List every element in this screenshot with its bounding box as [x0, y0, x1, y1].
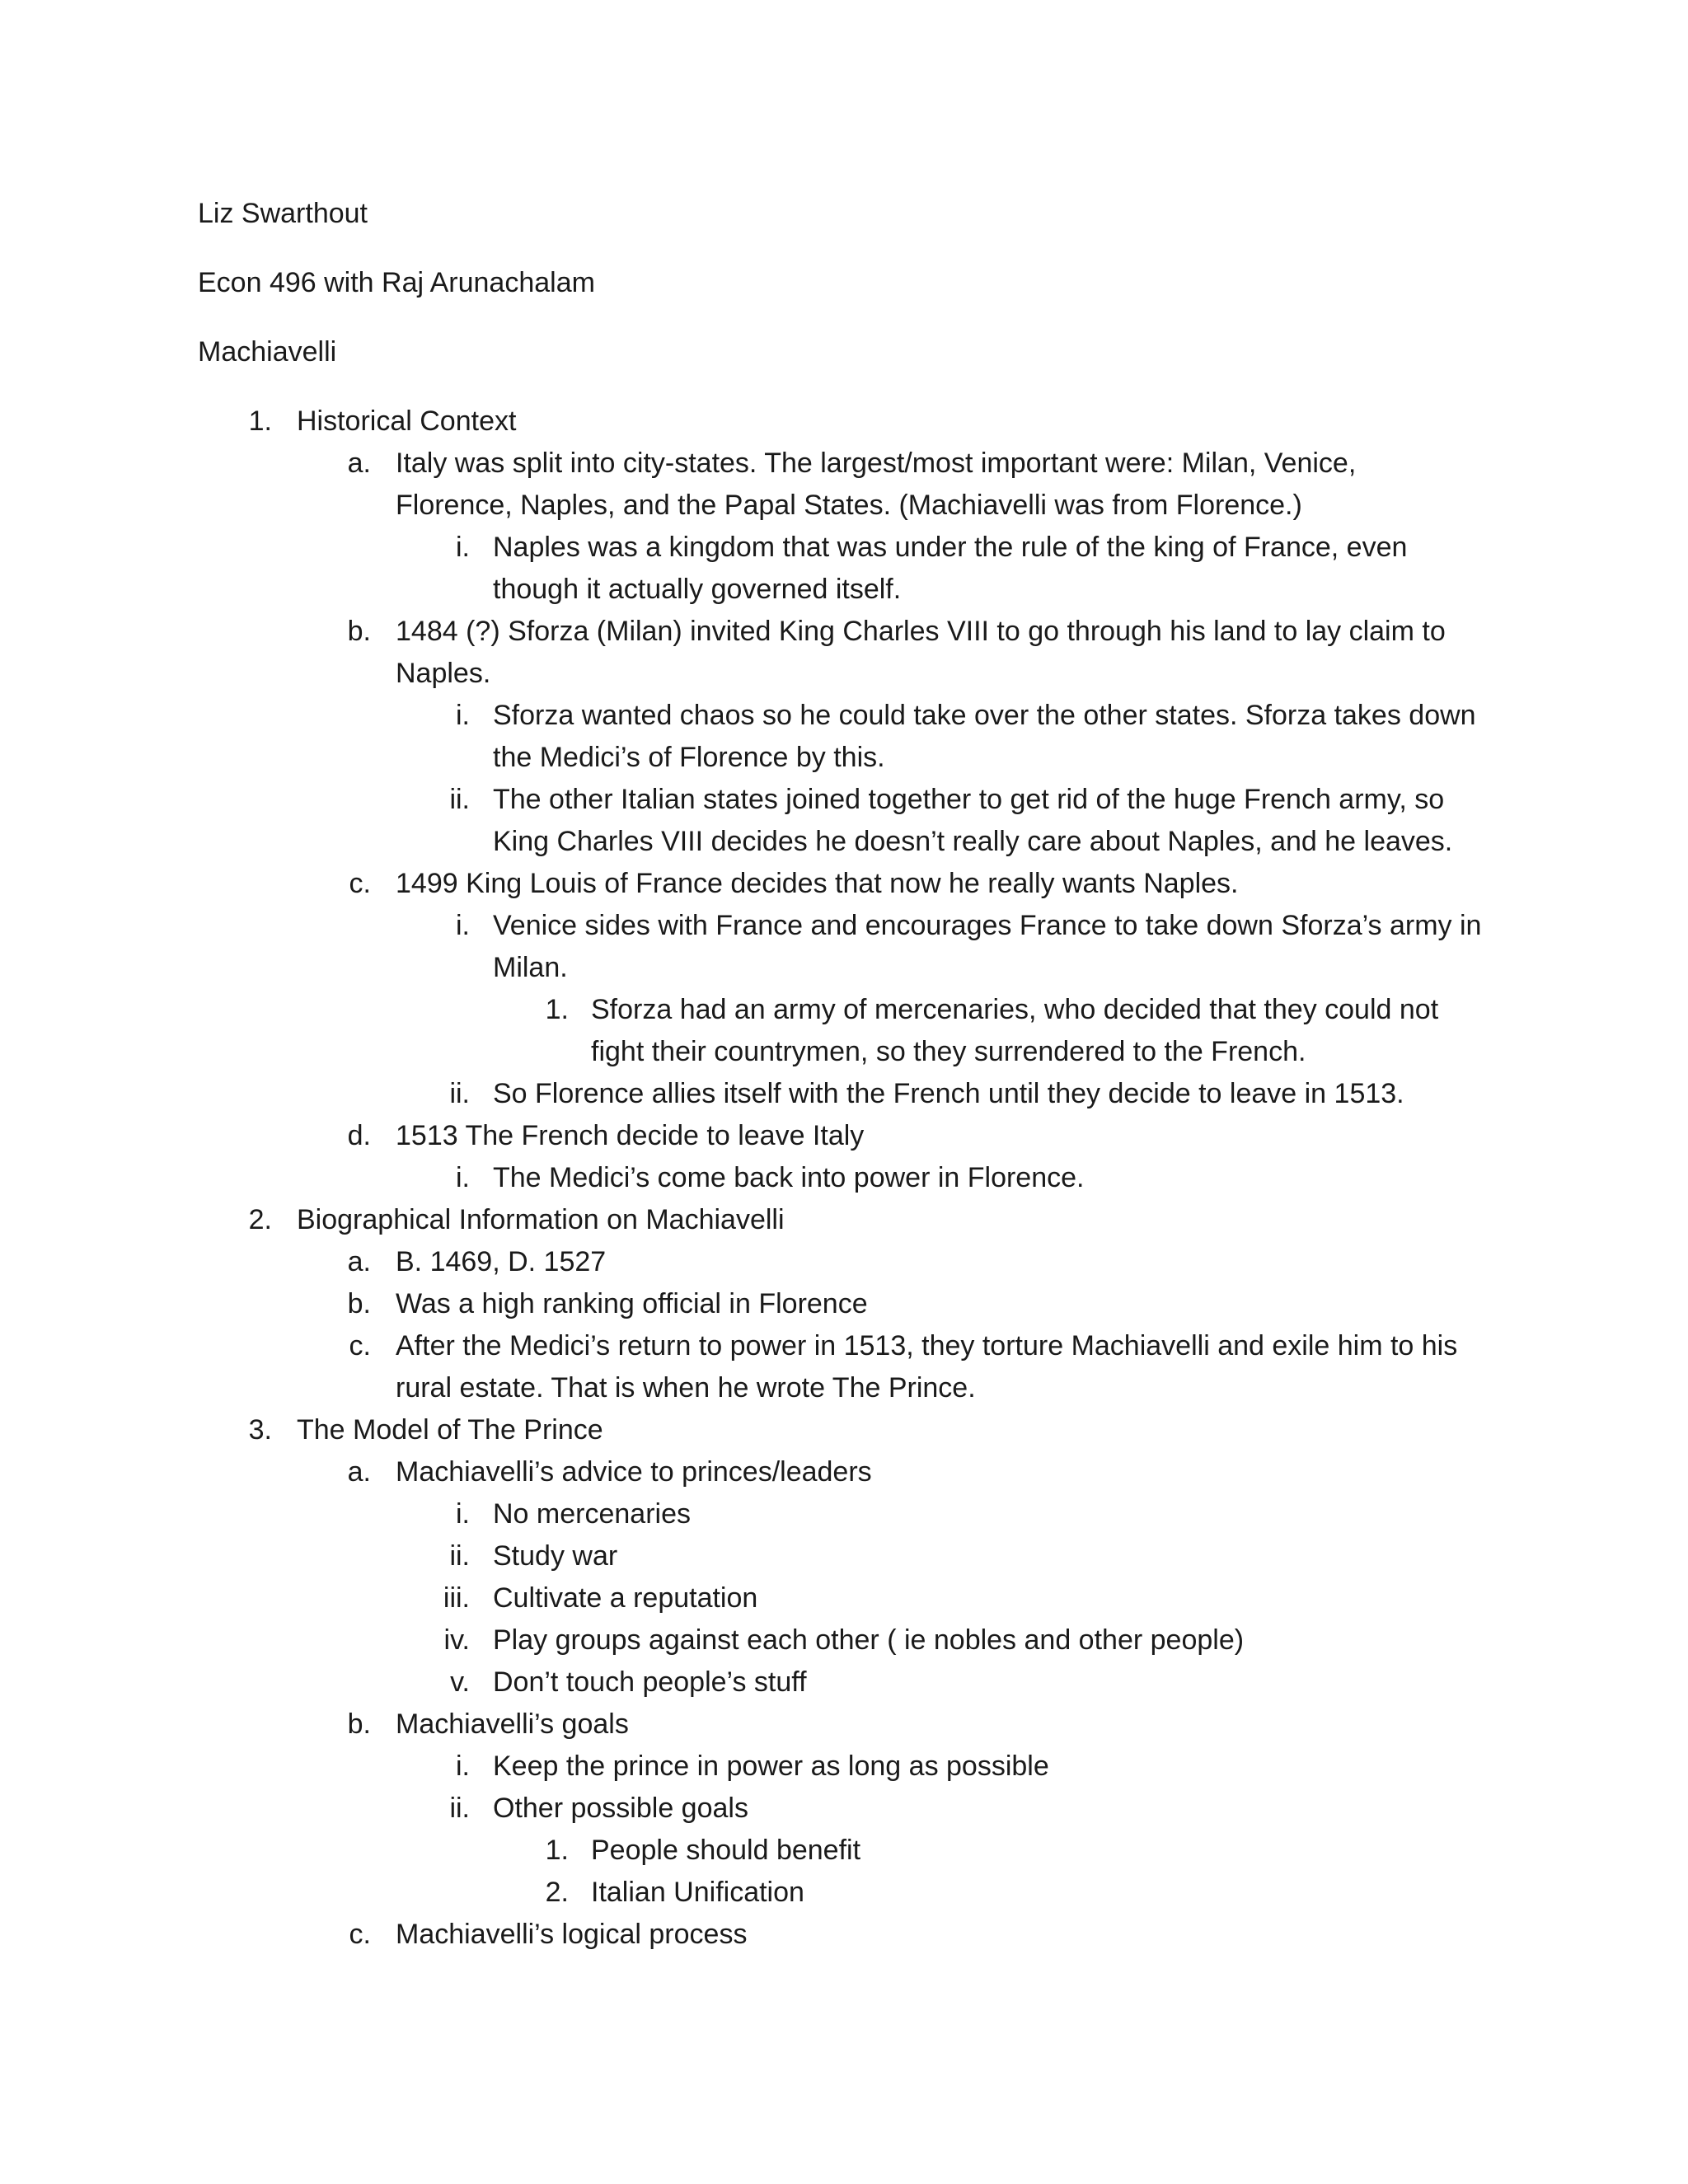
- outline-item: [0, 1788, 1688, 1830]
- outline-marker: a.: [347, 1456, 371, 1488]
- outline-item-continuation: [0, 569, 1688, 611]
- outline-item: [0, 1493, 1688, 1535]
- outline-item: [0, 1914, 1688, 1956]
- outline-marker: i.: [456, 1498, 470, 1530]
- outline-item: [0, 1830, 1688, 1872]
- outline-marker: 3.: [248, 1414, 272, 1446]
- outline-item-continuation: [0, 821, 1688, 863]
- outline-item: [0, 1746, 1688, 1788]
- course-title: Econ 496 with Raj Arunachalam: [198, 267, 595, 298]
- outline-marker: ii.: [449, 1793, 470, 1824]
- outline-item: [0, 1619, 1688, 1661]
- outline-marker: i.: [456, 1750, 470, 1782]
- outline-list: [0, 401, 1688, 1956]
- outline-text: So Florence allies itself with the French until they decide to leave in 1513.: [493, 1078, 1404, 1109]
- outline-item: [0, 1704, 1688, 1746]
- outline-marker: ii.: [449, 1078, 470, 1109]
- outline-item: [0, 1241, 1688, 1283]
- outline-item-continuation: [0, 485, 1688, 527]
- outline-text: though it actually governed itself.: [493, 574, 902, 605]
- outline-marker: a.: [347, 448, 371, 479]
- outline-text: Historical Context: [297, 405, 517, 437]
- outline-text: Cultivate a reputation: [493, 1582, 758, 1614]
- outline-text: People should benefit: [591, 1835, 861, 1866]
- outline-marker: 2.: [545, 1877, 569, 1908]
- outline-marker: d.: [347, 1120, 371, 1151]
- outline-text: The Medici’s come back into power in Florence.: [493, 1162, 1085, 1193]
- outline-text: 1499 King Louis of France decides that now he really wants Naples.: [396, 868, 1239, 899]
- outline-marker: 1.: [248, 405, 272, 437]
- outline-text: 1484 (?) Sforza (Milan) invited King Charles VIII to go through his land to lay claim to: [396, 616, 1446, 647]
- outline-text: Milan.: [493, 952, 568, 983]
- outline-item: [0, 863, 1688, 905]
- outline-text: Italy was split into city-states. The largest/most important were: Milan, Venice,: [396, 448, 1357, 479]
- outline-marker: c.: [349, 1919, 371, 1950]
- outline-text: Venice sides with France and encourages France to take down Sforza’s army in: [493, 910, 1482, 941]
- outline-item-continuation: [0, 1367, 1688, 1409]
- outline-item-continuation: [0, 947, 1688, 989]
- outline-text: fight their countrymen, so they surrendered to the French.: [591, 1036, 1306, 1067]
- outline-marker: i.: [456, 700, 470, 731]
- outline-text: King Charles VIII decides he doesn’t really care about Naples, and he leaves.: [493, 826, 1453, 857]
- outline-item: [0, 443, 1688, 485]
- document-topic: Machiavelli: [198, 336, 337, 368]
- outline-item: [0, 1199, 1688, 1241]
- outline-item: [0, 401, 1688, 443]
- outline-marker: 1.: [545, 1835, 569, 1866]
- outline-marker: b.: [347, 1708, 371, 1740]
- outline-text: Florence, Naples, and the Papal States. (Machiavelli was from Florence.): [396, 490, 1302, 521]
- outline-marker: b.: [347, 616, 371, 647]
- outline-marker: iv.: [443, 1624, 470, 1656]
- outline-item: [0, 1577, 1688, 1619]
- outline-marker: ii.: [449, 1540, 470, 1572]
- outline-text: Keep the prince in power as long as possible: [493, 1750, 1049, 1782]
- outline-text: the Medici’s of Florence by this.: [493, 742, 885, 773]
- outline-text: Naples was a kingdom that was under the rule of the king of France, even: [493, 532, 1408, 563]
- outline-item: [0, 905, 1688, 947]
- outline-text: Other possible goals: [493, 1793, 748, 1824]
- outline-text: Sforza wanted chaos so he could take over the other states. Sforza takes down: [493, 700, 1476, 731]
- outline-item-continuation: [0, 1031, 1688, 1073]
- outline-item: [0, 1535, 1688, 1577]
- outline-marker: c.: [349, 868, 371, 899]
- outline-text: Naples.: [396, 658, 491, 689]
- outline-item: [0, 1872, 1688, 1914]
- outline-item: [0, 989, 1688, 1031]
- outline-marker: i.: [456, 1162, 470, 1193]
- outline-item: [0, 1451, 1688, 1493]
- outline-text: rural estate. That is when he wrote The Prince.: [396, 1372, 976, 1404]
- outline-item: [0, 1073, 1688, 1115]
- outline-text: Don’t touch people’s stuff: [493, 1666, 807, 1698]
- outline-item: [0, 1325, 1688, 1367]
- author-name: Liz Swarthout: [198, 198, 368, 229]
- outline-text: The Model of The Prince: [297, 1414, 603, 1446]
- outline-text: Play groups against each other ( ie nobles and other people): [493, 1624, 1245, 1656]
- outline-item: [0, 527, 1688, 569]
- outline-marker: iii.: [443, 1582, 470, 1614]
- outline-text: After the Medici’s return to power in 1513, they torture Machiavelli and exile him to his: [396, 1330, 1458, 1361]
- outline-text: Machiavelli’s goals: [396, 1708, 629, 1740]
- outline-item: [0, 779, 1688, 821]
- outline-marker: a.: [347, 1246, 371, 1277]
- outline-item-continuation: [0, 653, 1688, 695]
- outline-item: [0, 1283, 1688, 1325]
- outline-text: Study war: [493, 1540, 618, 1572]
- outline-marker: ii.: [449, 784, 470, 815]
- outline-marker: v.: [450, 1666, 470, 1698]
- outline-item: [0, 1115, 1688, 1157]
- outline-marker: i.: [456, 532, 470, 563]
- outline-text: No mercenaries: [493, 1498, 691, 1530]
- outline-marker: c.: [349, 1330, 371, 1361]
- outline-item-continuation: [0, 737, 1688, 779]
- outline-text: Machiavelli’s logical process: [396, 1919, 748, 1950]
- outline-item: [0, 1157, 1688, 1199]
- outline-text: B. 1469, D. 1527: [396, 1246, 607, 1277]
- outline-marker: i.: [456, 910, 470, 941]
- outline-text: The other Italian states joined together to get rid of the huge French army, so: [493, 784, 1445, 815]
- outline-marker: 1.: [545, 994, 569, 1025]
- outline-text: Was a high ranking official in Florence: [396, 1288, 868, 1319]
- outline-marker: b.: [347, 1288, 371, 1319]
- outline-text: Sforza had an army of mercenaries, who decided that they could not: [591, 994, 1439, 1025]
- outline-text: Machiavelli’s advice to princes/leaders: [396, 1456, 872, 1488]
- outline-item: [0, 611, 1688, 653]
- outline-item: [0, 1661, 1688, 1704]
- outline-text: Biographical Information on Machiavelli: [297, 1204, 785, 1235]
- outline-text: Italian Unification: [591, 1877, 804, 1908]
- outline-marker: 2.: [248, 1204, 272, 1235]
- outline-text: 1513 The French decide to leave Italy: [396, 1120, 865, 1151]
- outline-item: [0, 695, 1688, 737]
- outline-item: [0, 1409, 1688, 1451]
